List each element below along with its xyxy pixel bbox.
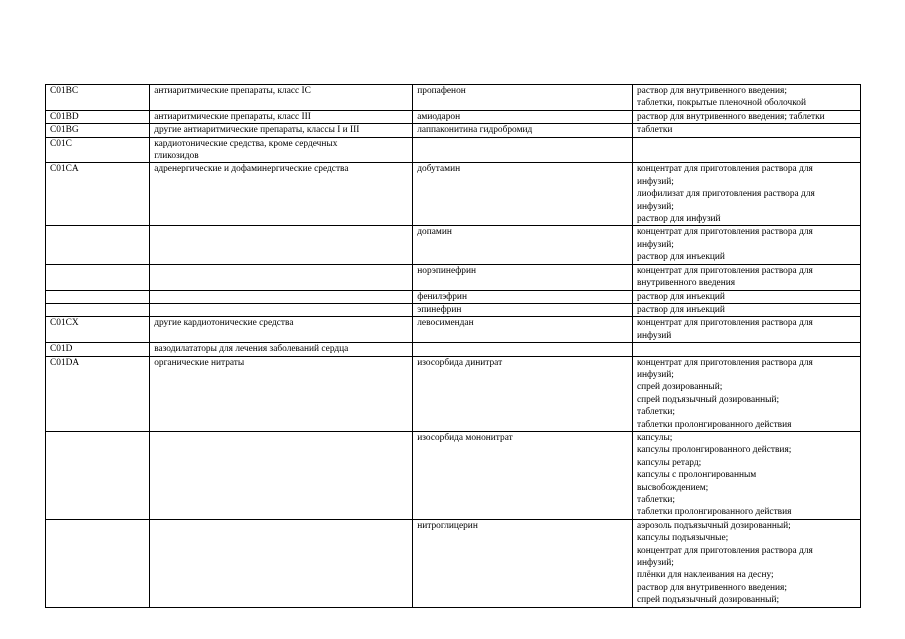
- group-name-cell: [150, 303, 413, 316]
- atc-code-cell: [46, 163, 150, 226]
- dosage-form-line: раствор для внутривенного введения;: [636, 86, 787, 96]
- table-row: [46, 303, 861, 316]
- dosage-forms-cell: [632, 264, 860, 290]
- group-name-cell: [150, 343, 413, 356]
- dosage-form-line: раствор для инъекций: [636, 304, 725, 315]
- drug-name: эпинефрин: [417, 304, 462, 315]
- drug-name-cell: [413, 303, 633, 316]
- drug-table: [45, 84, 861, 608]
- dosage-form-line: раствор для внутривенного введения; таблетки: [636, 111, 825, 122]
- group-name-cell: [150, 356, 413, 431]
- drug-name-cell: [413, 290, 633, 303]
- drug-name-cell: [413, 163, 633, 226]
- drug-name-cell: [413, 85, 633, 111]
- dosage-forms-cell: [632, 519, 860, 607]
- dosage-forms-cell: [632, 431, 860, 519]
- dosage-form-line: таблетки, покрытые пленочной оболочкой: [636, 98, 806, 109]
- dosage-form-line: таблетки: [636, 125, 673, 136]
- atc-code: C01BD: [50, 111, 79, 122]
- group-name-line: адренергические и дофаминергические средства: [154, 164, 349, 175]
- drug-name: пропафенон: [417, 86, 466, 96]
- dosage-form-line: капсулы ретард;: [636, 457, 702, 468]
- atc-code-cell: [46, 303, 150, 316]
- atc-code-cell: [46, 356, 150, 431]
- dosage-form-line: спрей подъязычный дозированный;: [636, 595, 780, 606]
- group-name-line: гликозидов: [154, 151, 199, 162]
- drug-name-cell: [413, 431, 633, 519]
- group-name-line: другие кардиотонические средства: [154, 318, 294, 329]
- dosage-form-line: капсулы пролонгированного действия;: [636, 445, 792, 456]
- group-name-line: вазодилататоры для лечения заболеваний сердца: [154, 344, 349, 355]
- table-row: [46, 85, 861, 111]
- group-name-line: органические нитраты: [154, 357, 245, 368]
- table-row: [46, 519, 861, 607]
- dosage-forms-cell: [632, 356, 860, 431]
- table-row: [46, 343, 861, 356]
- group-name-cell: [150, 85, 413, 111]
- dosage-form-line: капсулы с пролонгированным: [636, 470, 757, 481]
- dosage-forms-cell: [632, 290, 860, 303]
- dosage-form-line: высвобождением;: [636, 482, 709, 493]
- drug-name: изосорбида мононитрат: [417, 432, 513, 443]
- dosage-forms-cell: [632, 124, 860, 137]
- table-row: [46, 226, 861, 264]
- drug-name-cell: [413, 317, 633, 343]
- table-row: [46, 110, 861, 123]
- drug-name-cell: [413, 137, 633, 163]
- dosage-form-line: концентрат для приготовления раствора для: [636, 227, 813, 238]
- drug-name: изосорбида динитрат: [417, 357, 503, 368]
- drug-name: левосимендан: [417, 318, 474, 329]
- dosage-form-line: плёнки для наклеивания на десну;: [636, 570, 774, 581]
- drug-name: амиодарон: [417, 111, 461, 122]
- dosage-form-line: внутривенного введения: [636, 278, 736, 289]
- table-row: [46, 431, 861, 519]
- atc-code: C01CX: [50, 318, 79, 329]
- dosage-form-line: таблетки;: [636, 407, 676, 418]
- drug-name: норэпинефрин: [417, 265, 477, 276]
- group-name-line: антиаритмические препараты, класс IC: [154, 86, 311, 96]
- atc-code: C01BG: [50, 125, 79, 136]
- dosage-form-line: инфузий;: [636, 239, 674, 250]
- dosage-forms-cell: [632, 110, 860, 123]
- dosage-form-line: концентрат для приготовления раствора для: [636, 265, 813, 276]
- group-name-line: кардиотонические средства, кроме сердечных: [154, 138, 338, 149]
- atc-code-cell: [46, 137, 150, 163]
- dosage-form-line: инфузий: [636, 330, 672, 341]
- dosage-form-line: концентрат для приготовления раствора для: [636, 318, 813, 329]
- dosage-form-line: концентрат для приготовления раствора для: [636, 545, 813, 556]
- drug-name-cell: [413, 124, 633, 137]
- dosage-form-line: спрей дозированный;: [636, 382, 723, 393]
- group-name-cell: [150, 137, 413, 163]
- group-name-line: антиаритмические препараты, класс III: [154, 111, 311, 122]
- drug-name-cell: [413, 110, 633, 123]
- drug-name-cell: [413, 226, 633, 264]
- dosage-form-line: раствор для инъекций: [636, 252, 725, 263]
- dosage-form-line: лиофилизат для приготовления раствора для: [636, 189, 815, 200]
- group-name-cell: [150, 163, 413, 226]
- dosage-form-line: аэрозоль подъязычный дозированный;: [636, 520, 791, 531]
- table-body: [46, 85, 861, 608]
- dosage-form-line: концентрат для приготовления раствора для: [636, 357, 813, 368]
- atc-code-cell: [46, 290, 150, 303]
- dosage-form-line: капсулы подъязычные;: [636, 533, 729, 544]
- atc-code: C01D: [50, 344, 73, 355]
- atc-code: C01C: [50, 138, 72, 149]
- atc-code-cell: [46, 431, 150, 519]
- dosage-form-line: инфузий;: [636, 558, 674, 569]
- dosage-forms-cell: [632, 163, 860, 226]
- drug-name-cell: [413, 343, 633, 356]
- group-name-cell: [150, 519, 413, 607]
- dosage-forms-cell: [632, 317, 860, 343]
- dosage-form-line: капсулы;: [636, 432, 673, 443]
- table-row: [46, 317, 861, 343]
- dosage-forms-cell: [632, 343, 860, 356]
- drug-name: допамин: [417, 227, 452, 238]
- dosage-form-line: спрей подъязычный дозированный;: [636, 394, 780, 405]
- atc-code-cell: [46, 226, 150, 264]
- dosage-form-line: таблетки пролонгированного действия: [636, 507, 792, 518]
- dosage-forms-cell: [632, 85, 860, 111]
- drug-name-cell: [413, 356, 633, 431]
- drug-name: добутамин: [417, 164, 461, 175]
- dosage-form-line: раствор для инъекций: [636, 291, 725, 302]
- atc-code-cell: [46, 124, 150, 137]
- group-name-cell: [150, 264, 413, 290]
- atc-code-cell: [46, 85, 150, 111]
- group-name-cell: [150, 124, 413, 137]
- dosage-form-line: раствор для инфузий: [636, 214, 721, 225]
- dosage-form-line: концентрат для приготовления раствора для: [636, 164, 813, 175]
- table-row: [46, 356, 861, 431]
- table-row: [46, 124, 861, 137]
- table-row: [46, 163, 861, 226]
- drug-name: нитроглицерин: [417, 520, 478, 531]
- atc-code: C01CA: [50, 164, 79, 175]
- dosage-form-line: таблетки пролонгированного действия: [636, 419, 792, 430]
- drug-name-cell: [413, 519, 633, 607]
- table-row: [46, 137, 861, 163]
- atc-code-cell: [46, 343, 150, 356]
- dosage-form-line: раствор для внутривенного введения;: [636, 582, 787, 593]
- group-name-line: другие антиаритмические препараты, классы I и III: [154, 125, 360, 136]
- dosage-form-line: инфузий;: [636, 201, 674, 212]
- table-row: [46, 290, 861, 303]
- drug-name: фенилэфрин: [417, 291, 467, 302]
- atc-code-cell: [46, 519, 150, 607]
- dosage-form-line: инфузий;: [636, 176, 674, 187]
- dosage-forms-cell: [632, 303, 860, 316]
- group-name-cell: [150, 226, 413, 264]
- drug-name-cell: [413, 264, 633, 290]
- group-name-cell: [150, 317, 413, 343]
- group-name-cell: [150, 431, 413, 519]
- drug-name: лаппаконитина гидробромид: [417, 125, 533, 136]
- dosage-form-line: таблетки;: [636, 495, 676, 505]
- atc-code: C01BC: [50, 86, 79, 96]
- dosage-forms-cell: [632, 137, 860, 163]
- dosage-form-line: инфузий;: [636, 369, 674, 380]
- atc-code: C01DA: [50, 357, 80, 368]
- table-row: [46, 264, 861, 290]
- dosage-forms-cell: [632, 226, 860, 264]
- atc-code-cell: [46, 317, 150, 343]
- group-name-cell: [150, 290, 413, 303]
- atc-code-cell: [46, 110, 150, 123]
- group-name-cell: [150, 110, 413, 123]
- atc-code-cell: [46, 264, 150, 290]
